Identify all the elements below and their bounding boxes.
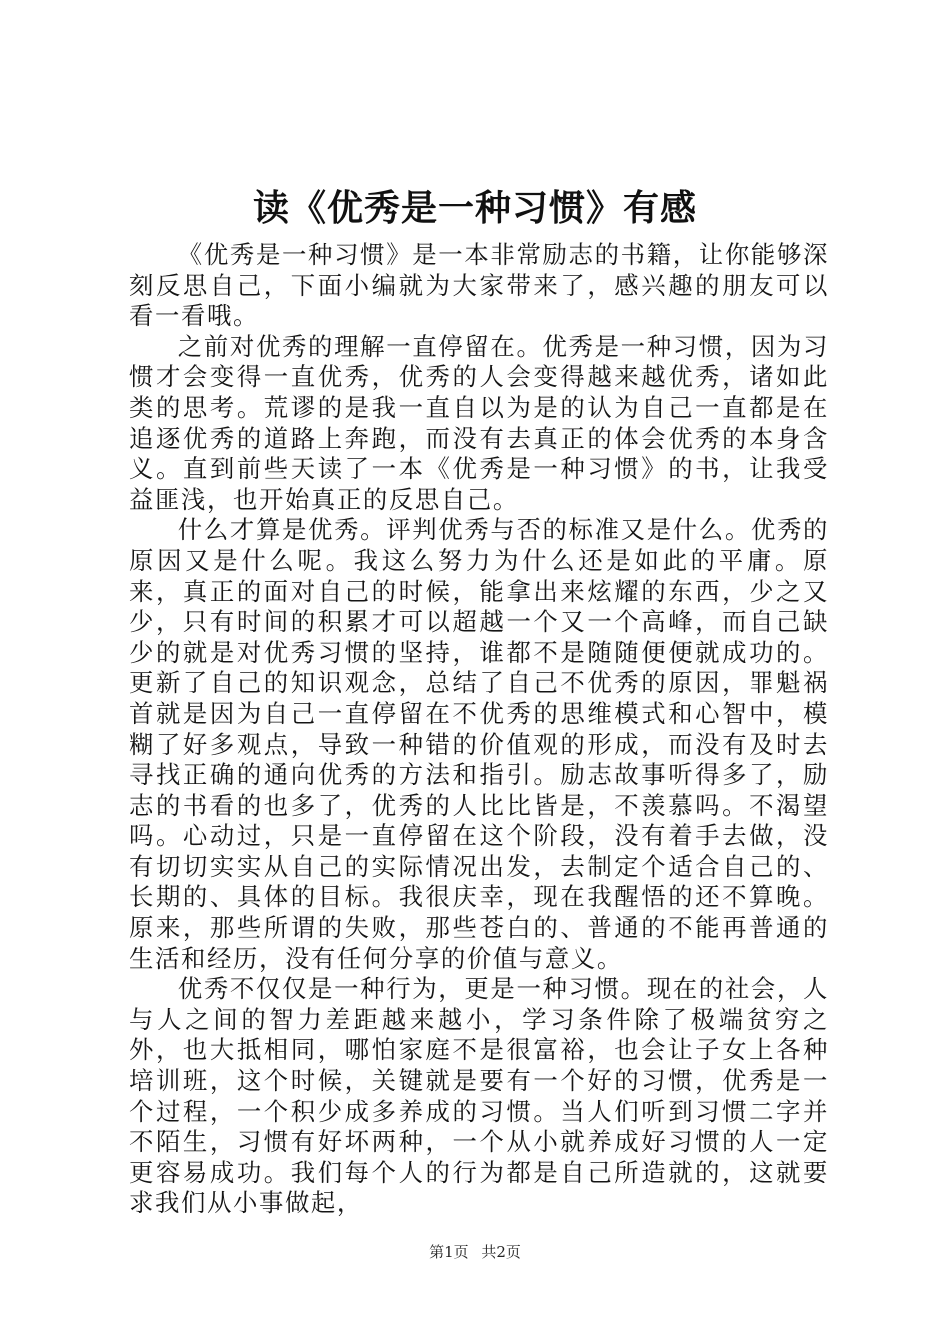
page-number: 第1页 [429, 1243, 469, 1261]
document-body [129, 240, 829, 1219]
paragraph-2: 之前对优秀的理解一直停留在。优秀是一种习惯，因为习惯才会变得一直优秀，优秀的人会变得越来越优秀，诸如此类的思考。荒谬的是我一直自以为是的认为自己一直都是在追逐优秀的道路上奔跑，而没有去真正的体会优秀的本身含义。直到前些天读了一本《优秀是一种习惯》的书，让我受益匪浅，也开始真正的反思自己。 [129, 331, 829, 514]
document-title: 读《优秀是一种习惯》有感 [252, 187, 697, 229]
page-total: 共2页 [481, 1243, 521, 1261]
paragraph-3: 什么才算是优秀。评判优秀与否的标准又是什么。优秀的原因又是什么呢。我这么努力为什么还是如此的平庸。原来，真正的面对自己的时候，能拿出来炫耀的东西，少之又少，只有时间的积累才可以超越一个又一个高峰，而自己缺少的就是对优秀习惯的坚持，谁都不是随随便便就成功的。更新了自己的知识观念，总结了自己不优秀的原因，罪魁祸首就是因为自己一直停留在不优秀的思维模式和心智中，模糊了好多观点，导致一种错的价值观的形成，而没有及时去寻找正确的通向优秀的方法和指引。励志故事听得多了，励志的书看的也多了，优秀的人比比皆是，不羡慕吗。不渴望吗。心动过，只是一直停留在这个阶段，没有着手去做，没有切切实实从自己的实际情况出发，去制定个适合自己的、长期的、具体的目标。我很庆幸，现在我醒悟的还不算晚。原来，那些所谓的失败，那些苍白的、普通的不能再普通的生活和经历，没有任何分享的价值与意义。 [129, 515, 829, 973]
paragraph-4: 优秀不仅仅是一种行为，更是一种习惯。现在的社会，人与人之间的智力差距越来越小，学习条件除了极端贫穷之外，也大抵相同，哪怕家庭不是很富裕，也会让子女上各种培训班，这个时候，关键就是要有一个好的习惯，优秀是一个过程，一个积少成多养成的习惯。当人们听到习惯二字并不陌生，习惯有好坏两种，一个从小就养成好习惯的人一定更容易成功。我们每个人的行为都是自己所造就的，这就要求我们从小事做起， [129, 974, 829, 1218]
page-footer [0, 1242, 950, 1262]
paragraph-1: 《优秀是一种习惯》是一本非常励志的书籍，让你能够深刻反思自己，下面小编就为大家带来了，感兴趣的朋友可以看一看哦。 [129, 240, 829, 331]
